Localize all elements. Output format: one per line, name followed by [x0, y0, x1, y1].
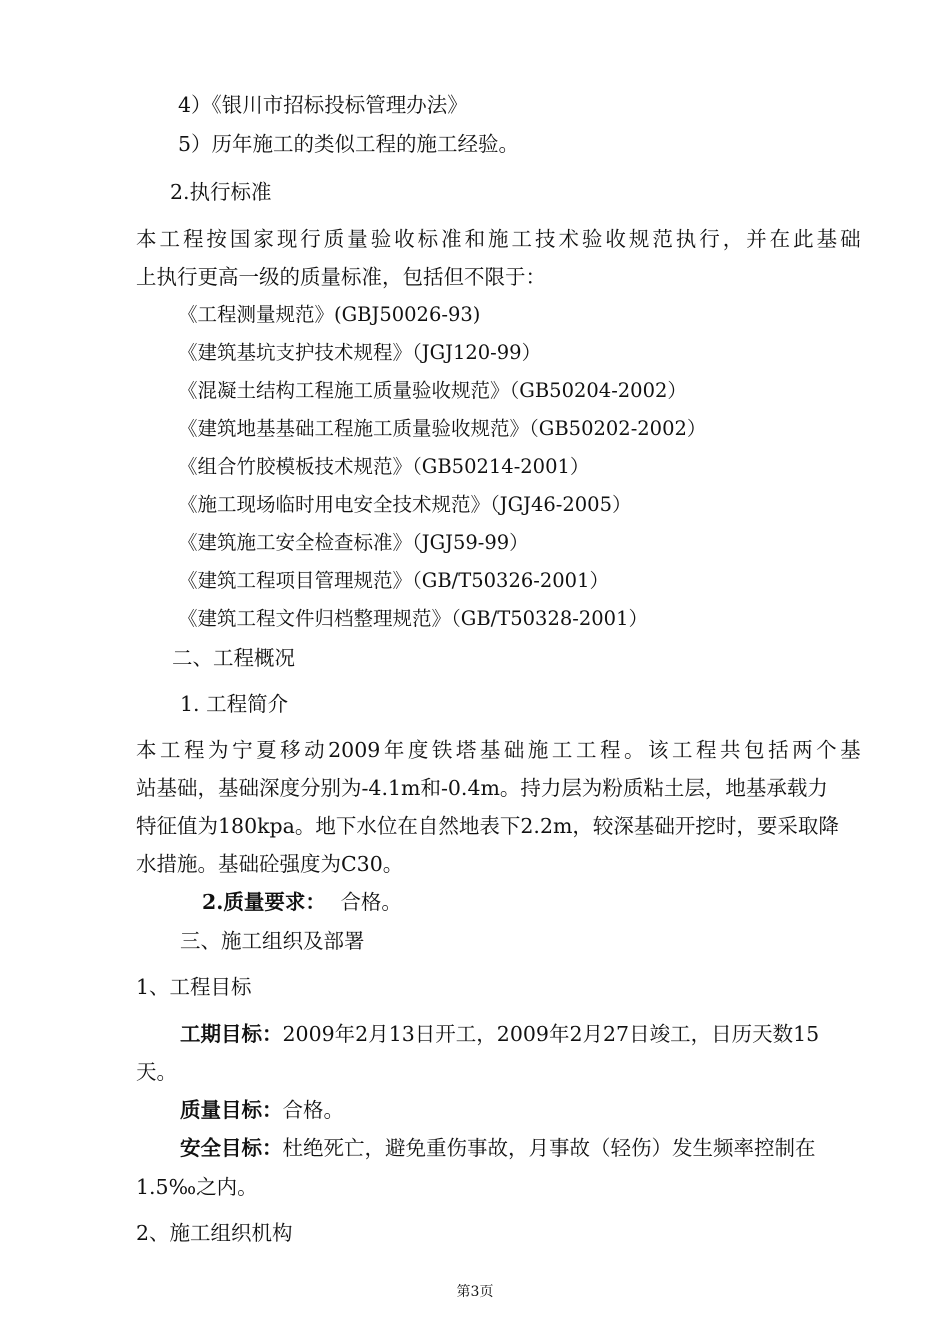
- jchar: 工: [551, 738, 573, 762]
- jchar: 技: [534, 227, 556, 251]
- safety-goal: [180, 1135, 905, 1161]
- subsection-heading-intro: 1. 工程简介: [180, 692, 289, 716]
- jchar: 础: [840, 227, 861, 251]
- subsection-heading-goals: 1、工程目标: [136, 975, 252, 999]
- standard-item: 《建筑基坑支护技术规程》（JGJ120-99）: [178, 341, 542, 364]
- jchar: 该: [647, 738, 669, 762]
- standard-item: 《混凝土结构工程施工质量验收规范》（GB50204-2002）: [178, 379, 687, 402]
- jchar: ，: [722, 227, 744, 251]
- standard-item: 《建筑施工安全检查标准》（JGJ59-99）: [178, 531, 529, 554]
- jchar: 础: [503, 738, 525, 762]
- quality-goal: [180, 1097, 905, 1123]
- period-goal: [180, 1021, 861, 1047]
- jchar: 本: [136, 738, 157, 762]
- jchar: 度: [407, 738, 429, 762]
- jchar: 量: [347, 227, 368, 251]
- standard-item: 《建筑工程项目管理规范》（GB/T50326-2001）: [178, 569, 609, 592]
- jchar: 准: [441, 227, 462, 251]
- jchar: 夏: [256, 738, 277, 762]
- period-goal-text: 2009年2月13日开工，2009年2月27日竣工，日历天数15: [282, 1022, 820, 1046]
- safety-goal-label: 安全目标：: [180, 1136, 283, 1160]
- jchar: 质: [323, 227, 345, 251]
- jchar: 基: [816, 227, 838, 251]
- reference-item-5: 5）历年施工的类似工程的施工经验。: [178, 132, 520, 156]
- paragraph-intro-line-3: 特征值为180kpa。地下水位在自然地表下2.2m，较深基础开挖时，要采取降: [136, 814, 839, 838]
- paragraph-intro-line-1: [136, 737, 861, 763]
- jchar: 行: [300, 227, 321, 251]
- jchar: 宁: [232, 738, 253, 762]
- paragraph-standards-line-2: 上执行更高一级的质量标准，包括但不限于：: [136, 265, 546, 289]
- subsection-heading-org-structure: 2、施工组织机构: [136, 1221, 293, 1245]
- jchar: 移: [280, 738, 301, 762]
- jchar: 验: [581, 227, 603, 251]
- jchar: 规: [628, 227, 650, 251]
- jchar: 验: [370, 227, 392, 251]
- standard-item: 《建筑工程文件归档整理规范》（GB/T50328-2001）: [178, 607, 648, 630]
- page-number: 第3页: [456, 1284, 494, 1300]
- standard-item: 《建筑地基基础工程施工质量验收规范》（GB50202-2002）: [178, 417, 707, 440]
- jchar: 铁: [431, 738, 453, 762]
- jchar: 并: [746, 227, 767, 251]
- paragraph-intro: [136, 737, 861, 763]
- paragraph-standards: [136, 226, 861, 252]
- safety-goal-line-2: 1.5‰之内。: [136, 1175, 258, 1199]
- jchar: 工: [159, 227, 180, 251]
- jchar: 动: [304, 738, 325, 762]
- jchar: 收: [394, 227, 415, 251]
- jchar: 塔: [455, 738, 477, 762]
- jchar: 工: [511, 227, 532, 251]
- jchar: 工: [672, 738, 693, 762]
- paragraph-standards-line-1: [136, 226, 861, 252]
- jchar: 范: [652, 227, 673, 251]
- quality-requirement: [202, 889, 927, 915]
- jchar: 施: [488, 227, 509, 251]
- jchar: 和: [464, 227, 486, 251]
- jchar: 2009: [328, 738, 381, 762]
- jchar: 家: [253, 227, 274, 251]
- jchar: 此: [793, 227, 814, 251]
- jchar: 基: [479, 738, 501, 762]
- jchar: 基: [840, 738, 861, 762]
- jchar: 行: [699, 227, 720, 251]
- paragraph-intro-line-2: 站基础，基础深度分别为-4.1m和-0.4m。持力层为粉质粘土层，地基承载力: [136, 776, 828, 800]
- jchar: 。: [623, 738, 645, 762]
- jchar: 按: [206, 227, 227, 251]
- jchar: 本: [136, 227, 157, 251]
- period-goal-label: 工期目标：: [180, 1022, 283, 1046]
- reference-item-4: 4）《银川市招标投标管理办法》: [178, 93, 468, 117]
- section-heading-overview: 二、工程概况: [172, 646, 295, 670]
- jchar: 术: [558, 227, 579, 251]
- jchar: 执: [675, 227, 697, 251]
- jchar: 共: [720, 738, 741, 762]
- jchar: 在: [769, 227, 791, 251]
- jchar: 为: [208, 738, 229, 762]
- jchar: 程: [184, 738, 205, 762]
- quality-goal-text: 合格。: [282, 1098, 344, 1122]
- quality-requirement-value: 合格。: [340, 890, 402, 914]
- jchar: 收: [605, 227, 626, 251]
- paragraph-intro-line-4: 水措施。基础砼强度为C30。: [136, 852, 404, 876]
- jchar: 年: [383, 738, 405, 762]
- jchar: 工: [575, 738, 597, 762]
- jchar: 标: [417, 227, 439, 251]
- safety-goal-text: 杜绝死亡，避免重伤事故，月事故（轻伤）发生频率控制在: [282, 1136, 816, 1160]
- jchar: 括: [768, 738, 789, 762]
- jchar: 程: [599, 738, 621, 762]
- period-goal-line-2: 天。: [136, 1060, 177, 1084]
- jchar: 程: [696, 738, 717, 762]
- section-heading-organization: 三、施工组织及部署: [180, 929, 365, 953]
- jchar: 施: [527, 738, 549, 762]
- jchar: 现: [276, 227, 298, 251]
- section-heading-standards: 2.执行标准: [170, 180, 272, 204]
- jchar: 个: [816, 738, 837, 762]
- quality-requirement-label: 2.质量要求：: [202, 890, 326, 914]
- jchar: 工: [160, 738, 181, 762]
- standard-item: 《施工现场临时用电安全技术规范》（JGJ46-2005）: [178, 493, 632, 516]
- standard-item: 《组合竹胶模板技术规范》（GB50214-2001）: [178, 455, 590, 478]
- jchar: 国: [229, 227, 251, 251]
- quality-goal-label: 质量目标：: [180, 1098, 283, 1122]
- jchar: 两: [792, 738, 813, 762]
- standard-item: 《工程测量规范》(GBJ50026-93): [178, 303, 481, 326]
- jchar: 包: [744, 738, 765, 762]
- jchar: 程: [182, 227, 204, 251]
